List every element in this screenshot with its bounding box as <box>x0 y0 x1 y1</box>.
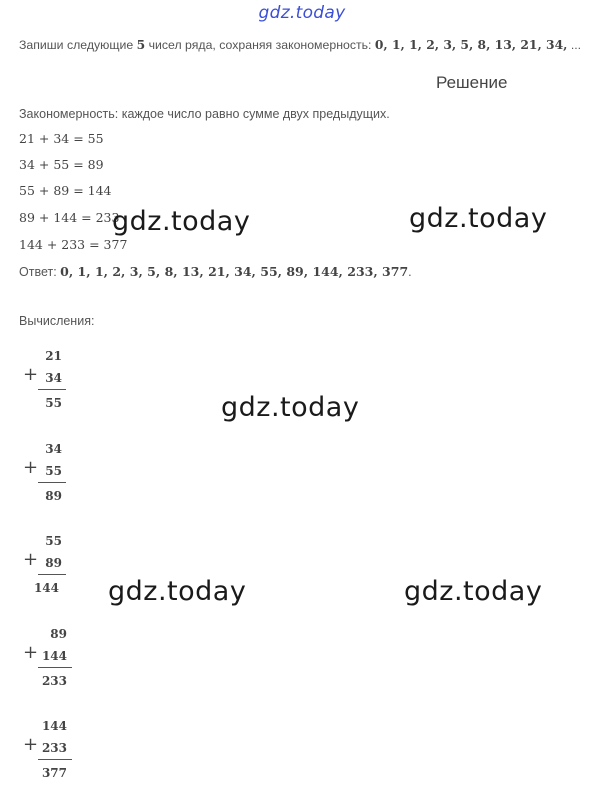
solution-heading: Решение <box>436 73 508 92</box>
watermark-2: gdz.today <box>409 203 548 234</box>
addend-2: 55 <box>45 464 62 478</box>
pattern-explanation: Закономерность: каждое число равно сумме двух предыдущих. <box>19 107 390 121</box>
column-addition-5 <box>22 719 82 791</box>
calculations-label: Вычисления: <box>19 314 95 328</box>
addend-1: 55 <box>45 534 62 548</box>
sum-rule <box>38 389 66 390</box>
plus-sign: + <box>23 642 39 663</box>
column-addition-3 <box>22 534 82 606</box>
task-sequence: 0, 1, 1, 2, 3, 5, 8, 13, 21, 34, <box>374 37 568 52</box>
answer-value: 0, 1, 1, 2, 3, 5, 8, 13, 21, 34, 55, 89, 144, 233, 377 <box>60 264 409 279</box>
addend-1: 89 <box>50 627 67 641</box>
addend-1: 144 <box>41 719 67 733</box>
answer-end: . <box>408 265 412 279</box>
site-logo[interactable]: gdz.today <box>258 3 346 23</box>
addend-2: 34 <box>45 371 62 385</box>
watermark-3: gdz.today <box>221 392 360 423</box>
sum-result: 233 <box>41 674 67 688</box>
addend-2: 89 <box>45 556 62 570</box>
task-ellipsis: ... <box>567 38 582 52</box>
sum-result: 89 <box>45 489 62 503</box>
sum-rule <box>38 667 72 668</box>
task-text-2: чисел ряда, сохраняя закономерность: <box>145 38 375 52</box>
watermark-1: gdz.today <box>112 206 251 237</box>
addend-1: 21 <box>45 349 62 363</box>
task-text: Запиши следующие <box>19 38 137 52</box>
equation-3: 55 + 89 = 144 <box>19 183 112 198</box>
addend-1: 34 <box>45 442 62 456</box>
equation-5: 144 + 233 = 377 <box>19 237 128 252</box>
addend-2: 233 <box>41 741 67 755</box>
sum-rule <box>38 482 66 483</box>
plus-sign: + <box>23 364 39 385</box>
column-addition-4 <box>22 627 82 699</box>
plus-sign: + <box>23 734 39 755</box>
sum-result: 55 <box>45 396 62 410</box>
task-count: 5 <box>136 37 146 52</box>
plus-sign: + <box>23 549 39 570</box>
equation-2: 34 + 55 = 89 <box>19 157 104 172</box>
watermark-4: gdz.today <box>108 576 247 607</box>
answer-label: Ответ: <box>19 265 61 279</box>
equation-1: 21 + 34 = 55 <box>19 131 104 146</box>
sum-result: 377 <box>41 766 67 780</box>
sum-rule <box>38 574 66 575</box>
task-statement <box>19 37 581 52</box>
equation-4: 89 + 144 = 233 <box>19 210 120 225</box>
addend-2: 144 <box>41 649 67 663</box>
column-addition-1 <box>22 349 82 421</box>
watermark-5: gdz.today <box>404 576 543 607</box>
answer-line <box>19 264 412 279</box>
column-addition-2 <box>22 442 82 514</box>
sum-rule <box>38 759 72 760</box>
plus-sign: + <box>23 457 39 478</box>
sum-result: 144 <box>33 581 59 595</box>
